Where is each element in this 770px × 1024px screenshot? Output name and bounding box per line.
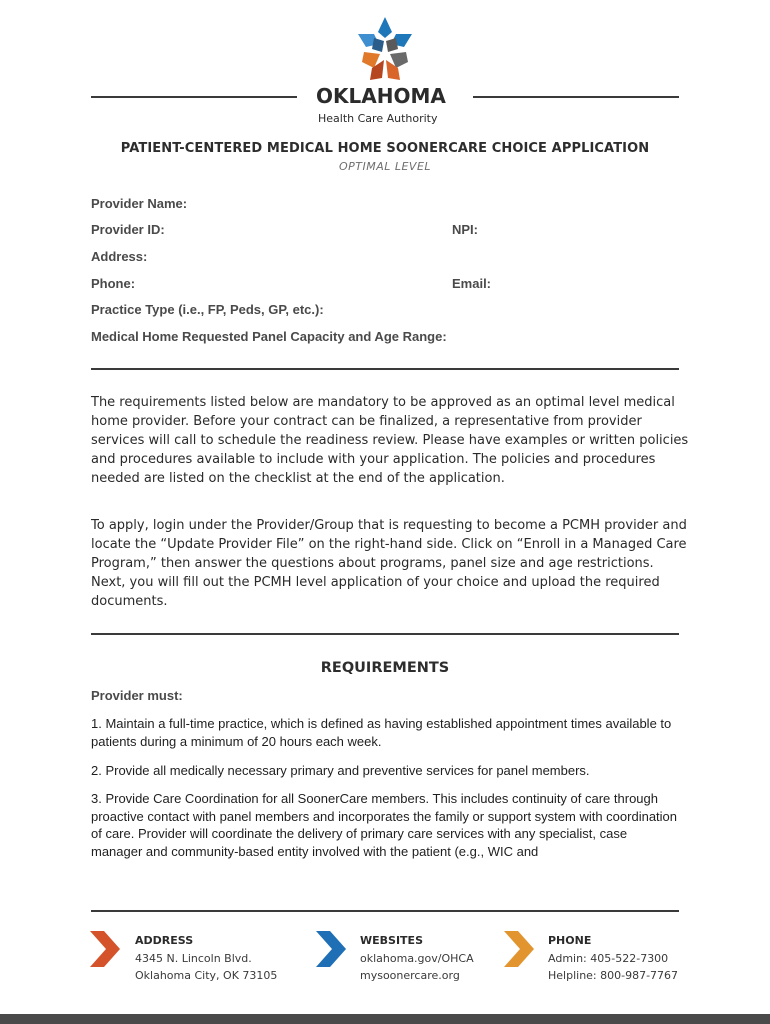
websites-chevron-icon [316, 931, 348, 967]
website-link-mysoonercare[interactable]: mysoonercare.org [360, 969, 460, 982]
footer-address-line1: 4345 N. Lincoln Blvd. [135, 952, 252, 965]
footer-divider [91, 910, 679, 912]
page-bottom-bar [0, 1014, 770, 1024]
practice-type-field[interactable]: Practice Type (i.e., FP, Peds, GP, etc.): [91, 302, 324, 317]
header-rule-right [473, 96, 679, 98]
website-link-ohca[interactable]: oklahoma.gov/OHCA [360, 952, 474, 965]
divider-1 [91, 368, 679, 370]
intro-paragraph-2: To apply, login under the Provider/Group that is requesting to become a PCMH provider and locate the “Update Provider File” on the right-hand side. Click on “Enroll in a Managed Care Program,” then answer the questions about programs, panel size and age restrictions. Next, you will fill out the PCMH level application of your choice and upload the required documents. [91, 518, 687, 609]
provider-name-field[interactable]: Provider Name: [91, 196, 188, 211]
header-rule-left [91, 96, 297, 98]
phone-chevron-icon [504, 931, 536, 967]
agency-subtitle: Health Care Authority [318, 112, 438, 125]
provider-id-field[interactable]: Provider ID: [91, 222, 165, 237]
agency-name: OKLAHOMA [316, 84, 446, 108]
oklahoma-star-logo-icon [352, 16, 418, 82]
footer-address-heading: ADDRESS [135, 934, 194, 947]
requirement-item-1: 1. Maintain a full-time practice, which is defined as having established appointment times available to patients during a minimum of 20 hours each week. [91, 716, 672, 749]
footer-phone-heading: PHONE [548, 934, 592, 947]
address-chevron-icon [90, 931, 122, 967]
footer-phone-helpline: Helpline: 800-987-7767 [548, 969, 679, 982]
phone-field[interactable]: Phone: [91, 276, 136, 291]
intro-paragraph-1: The requirements listed below are mandatory to be approved as an optimal level medical home provider. Before your contract can be finalized, a representative from provider services will call to schedule the readiness review. Please have examples or written policies and procedures available to include with your application. The policies and procedures needed are listed on the checklist at the end of the application. [91, 395, 689, 486]
panel-capacity-field[interactable]: Medical Home Requested Panel Capacity and Age Range: [91, 329, 447, 344]
document-subtitle: OPTIMAL LEVEL [338, 160, 432, 173]
footer-address-line2: Oklahoma City, OK 73105 [135, 969, 278, 982]
requirement-item-3: 3. Provide Care Coordination for all SoonerCare members. This includes continuity of care through proactive contact with panel members and incorporates the family or support system with coordination of care. Provider will coordinate the delivery of primary care services with any specialist, case manager and community-based entity involved with the patient (e.g., WIC and [91, 791, 678, 859]
address-field[interactable]: Address: [91, 249, 148, 264]
divider-2 [91, 633, 679, 635]
requirements-heading: REQUIREMENTS [320, 660, 450, 676]
footer-phone-admin: Admin: 405-522-7300 [548, 952, 669, 965]
npi-field[interactable]: NPI: [452, 222, 478, 237]
document-title: PATIENT-CENTERED MEDICAL HOME SOONERCARE CHOICE APPLICATION [120, 141, 650, 156]
requirement-item-2: 2. Provide all medically necessary primary and preventive services for panel members. [91, 763, 590, 778]
footer-websites-heading: WEBSITES [360, 934, 423, 947]
email-field[interactable]: Email: [452, 276, 492, 291]
requirements-lead: Provider must: [91, 688, 183, 703]
